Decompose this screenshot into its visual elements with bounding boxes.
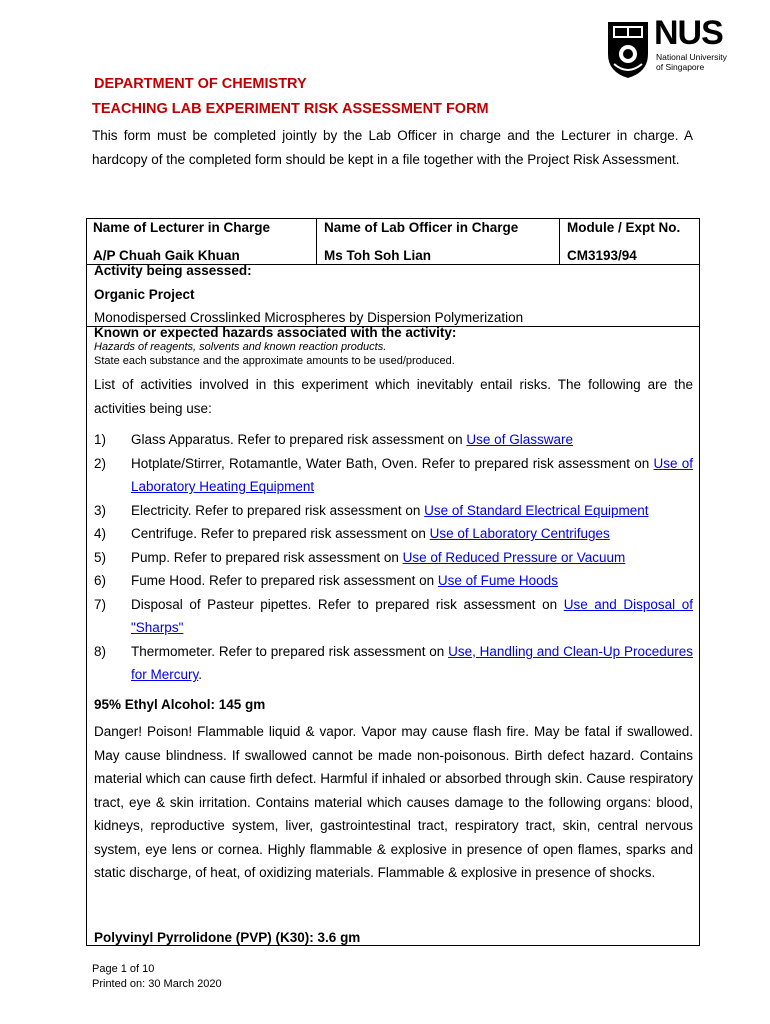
substance-title: Polyvinyl Pyrrolidone (PVP) (K30): 3.6 gm: [94, 930, 361, 945]
lecturer-label: Name of Lecturer in Charge: [93, 220, 271, 235]
list-item-number: 3): [94, 502, 107, 518]
risk-assessment-link[interactable]: Use of Laboratory Centrifuges: [429, 526, 610, 541]
list-item: [94, 452, 693, 499]
substance-description: Danger! Poison! Flammable liquid & vapor. Vapor may cause flash fire. May be fatal if swallowed. May cause blindness. If swallowed cannot be made non-poisonous. Birth defect hazard. Contains material which can cause firth defect. Harmful if inhaled or absorbed through skin. Cause respiratory tract, eye & skin irritation. Contains material which causes damage to the following organs: blood, kidneys, reproductive system, liver, gastrointestinal tract, respiratory tract, skin, central nervous system, eye lens or cornea. Highly flammable & explosive in presence of open flames, sparks and static discharge, of heat, of oxidizing materials. Flammable & explosive in presence of shocks.: [94, 724, 693, 880]
list-item-suffix: .: [198, 667, 203, 682]
list-item-number: 1): [94, 432, 107, 447]
hazards-note: State each substance and the approximate amounts to be used/produced.: [94, 355, 455, 367]
module-cell: [560, 218, 700, 264]
activity-type: Organic Project: [94, 287, 195, 302]
risk-assessment-link[interactable]: Use of Laboratory Heating Equipment: [131, 455, 693, 494]
list-item: [94, 428, 693, 452]
list-item-text: Pump. Refer to prepared risk assessment on: [131, 549, 403, 565]
list-item-text: Disposal of Pasteur pipettes. Refer to prepared risk assessment on: [131, 596, 564, 612]
list-item-number: 8): [94, 643, 107, 659]
list-item: [94, 546, 693, 570]
list-item: [94, 522, 693, 546]
activity-description: Monodispersed Crosslinked Microspheres by Dispersion Polymerization: [94, 310, 524, 325]
table-bottom-border: [86, 945, 700, 946]
nus-wordmark: NUS: [654, 14, 723, 52]
officer-cell: [317, 218, 560, 264]
page-number: Page 1 of 10: [92, 963, 155, 975]
list-item: [94, 593, 693, 640]
module-label: Module / Expt No.: [567, 220, 681, 235]
info-row: [86, 218, 700, 264]
nus-subtitle: [656, 52, 727, 72]
list-item: [94, 499, 693, 523]
risk-assessment-link[interactable]: Use and Disposal of "Sharps": [131, 596, 693, 635]
hazards-note-italic: Hazards of reagents, solvents and known reaction products.: [94, 341, 387, 353]
risk-assessment-link[interactable]: Use of Fume Hoods: [437, 573, 558, 588]
nus-crest-icon: [606, 20, 650, 80]
risk-assessment-link[interactable]: Use of Reduced Pressure or Vacuum: [402, 549, 626, 565]
risk-assessment-link[interactable]: Use of Standard Electrical Equipment: [424, 502, 649, 518]
list-item-text: Hotplate/Stirrer, Rotamantle, Water Bath, Oven. Refer to prepared risk assessment on: [131, 455, 654, 471]
nus-subtitle-line2: of Singapore: [656, 62, 705, 72]
list-item-number: 5): [94, 549, 107, 565]
activity-label: Activity being assessed:: [94, 263, 252, 278]
list-item-number: 6): [94, 573, 107, 588]
list-item-text: Thermometer. Refer to prepared risk assessment on: [131, 643, 449, 659]
substance-title: 95% Ethyl Alcohol: 145 gm: [94, 697, 266, 712]
list-item-text: Centrifuge. Refer to prepared risk assessment on: [131, 526, 430, 541]
nus-subtitle-line1: National University: [656, 52, 727, 62]
officer-label: Name of Lab Officer in Charge: [324, 220, 519, 235]
hazards-label: Known or expected hazards associated with the activity:: [94, 325, 457, 340]
list-item-number: 7): [94, 596, 107, 612]
list-item-text: Fume Hood. Refer to prepared risk assessment on: [131, 573, 438, 588]
risk-assessment-link[interactable]: Use, Handling and Clean-Up Procedures for Mercury: [131, 643, 693, 682]
list-item-text: Glass Apparatus. Refer to prepared risk assessment on: [131, 432, 467, 447]
department-title: DEPARTMENT OF CHEMISTRY: [94, 76, 307, 92]
activity-risk-list: [94, 428, 693, 687]
printed-date: Printed on: 30 March 2020: [92, 978, 222, 990]
risk-assessment-link[interactable]: Use of Glassware: [466, 432, 573, 447]
hazards-intro: List of activities involved in this experiment which inevitably entail risks. The following are the activities being use:: [94, 377, 693, 416]
list-item: [94, 569, 693, 593]
list-item: [94, 640, 693, 687]
form-title: TEACHING LAB EXPERIMENT RISK ASSESSMENT FORM: [92, 101, 489, 117]
module-value: CM3193/94: [567, 248, 637, 263]
intro-paragraph: This form must be completed jointly by the Lab Officer in charge and the Lecturer in charge. A hardcopy of the completed form should be kept in a file together with the Project Risk Assessment.: [92, 128, 693, 167]
list-item-text: Electricity. Refer to prepared risk assessment on: [131, 502, 425, 518]
lecturer-cell: [86, 218, 317, 264]
lecturer-value: A/P Chuah Gaik Khuan: [93, 248, 240, 263]
list-item-number: 2): [94, 455, 107, 471]
officer-value: Ms Toh Soh Lian: [324, 248, 431, 263]
nus-logo: [606, 14, 736, 82]
list-item-number: 4): [94, 526, 107, 541]
page-footer: [92, 962, 222, 992]
